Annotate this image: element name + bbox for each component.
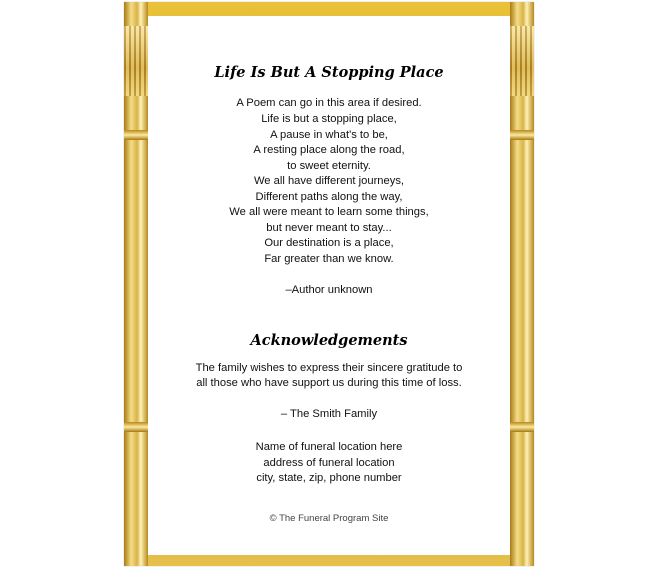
left-column-ring — [124, 130, 148, 140]
poem-line: but never meant to stay... — [266, 222, 392, 234]
right-column-capital — [510, 26, 534, 96]
location-line: city, state, zip, phone number — [256, 472, 402, 484]
poem-line: to sweet eternity. — [287, 160, 371, 172]
poem-title: Life Is But A Stopping Place — [214, 64, 444, 81]
poem-line: A pause in what's to be, — [270, 129, 388, 141]
poem-line: Our destination is a place, — [264, 237, 394, 249]
right-column-ring — [510, 422, 534, 432]
poem-line: Life is but a stopping place, — [261, 113, 397, 125]
poem-line: We all were meant to learn some things, — [229, 206, 429, 218]
program-sheet — [148, 16, 510, 555]
acknowledgement-line: all those who have support us during this time of loss. — [196, 377, 462, 389]
poem-author: –Author unknown — [285, 284, 373, 296]
acknowledgement-line: The family wishes to express their sincere gratitude to — [195, 362, 463, 374]
copyright-text: © The Funeral Program Site — [269, 513, 389, 524]
poem-line: Far greater than we know. — [264, 253, 394, 265]
right-gold-column — [510, 2, 534, 566]
location-line: address of funeral location — [263, 457, 395, 469]
family-signature: – The Smith Family — [280, 408, 378, 420]
left-column-capital — [124, 26, 148, 96]
left-gold-column — [124, 2, 148, 566]
poem-line: We all have different journeys, — [253, 175, 405, 187]
acknowledgements-title: Acknowledgements — [250, 332, 408, 349]
poem-line: Different paths along the way, — [255, 191, 403, 203]
left-column-ring — [124, 422, 148, 432]
poem-line: A resting place along the road, — [253, 144, 405, 156]
location-line: Name of funeral location here — [255, 441, 403, 453]
right-column-ring — [510, 130, 534, 140]
poem-line: A Poem can go in this area if desired. — [236, 97, 422, 109]
